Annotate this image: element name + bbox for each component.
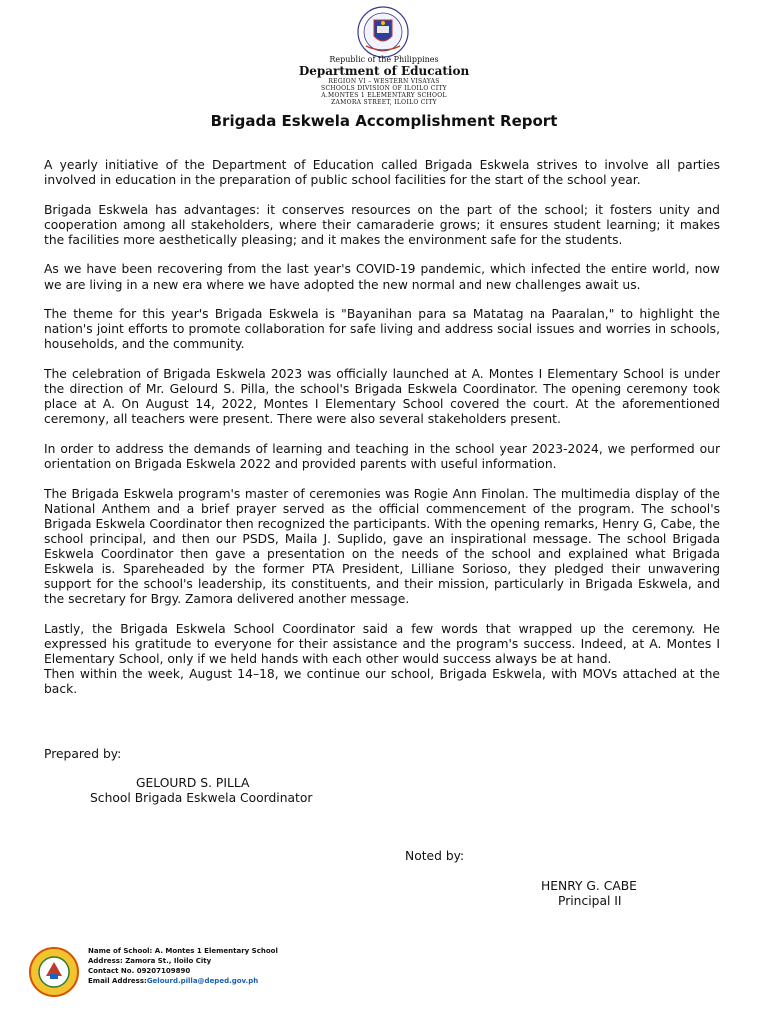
deped-seal-icon — [354, 6, 412, 58]
paragraph: The Brigada Eskwela program's master of ceremonies was Rogie Ann Finolan. The multimedia display of the National Anthem and a brief prayer served as the official commencement of the program. The school's Brigada Eskwela Coordinator then recognized the participants. With the opening remarks, Henry G, Cabe, the school principal, and then our PSDS, Maila J. Suplido, gave an inspirational message. The school Brigada Eskwela Coordinator then gave a presentation on the needs of the school and explained what Brigada Eskwela is. Spareheaded by the former PTA President, Lilliane Sorioso, they pledged their unwavering support for the school's leadership, its constituents, and their mission, particularly in Brigada Eskwela, and the secretary for Brgy. Zamora delivered another message. — [44, 486, 720, 607]
report-body — [44, 158, 720, 712]
prepared-by-label: Prepared by: — [44, 747, 122, 761]
footer-email-row — [88, 976, 278, 986]
noted-by-label: Noted by: — [405, 849, 465, 863]
noted-by-role: Principal II — [558, 894, 622, 908]
paragraph: Lastly, the Brigada Eskwela School Coordinator said a few words that wrapped up the ceremony. He expressed his gratitude to everyone for their assistance and the program's success. Indeed, at A. Montes I Elementary School, only if we held hands with each other would success always be at hand. — [44, 621, 720, 666]
prepared-by-name: GELOURD S. PILLA — [136, 776, 250, 790]
paragraph: In order to address the demands of learning and teaching in the school year 2023-2024, we performed our orientation on Brigada Eskwela 2022 and provided parents with useful information. — [44, 441, 720, 471]
paragraph: Then within the week, August 14–18, we continue our school, Brigada Eskwela, with MOVs attached at the back. — [44, 667, 720, 697]
footer-school-name: Name of School: A. Montes 1 Elementary School — [88, 947, 278, 955]
paragraph: As we have been recovering from the last year's COVID-19 pandemic, which infected the entire world, now we are living in a new era where we have adopted the new normal and new challenges await us. — [44, 262, 720, 292]
department-name: Department of Education — [298, 64, 470, 78]
paragraph: The celebration of Brigada Eskwela 2023 was officially launched at A. Montes I Elementary School is under the direction of Mr. Gelourd S. Pilla, the school's Brigada Eskwela Coordinator. The opening ceremony took place at A. On August 14, 2022, Montes I Elementary School covered the court. At the aforementioned ceremony, all teachers were present. There were also several stakeholders present. — [44, 366, 720, 427]
school-line: A.MONTES 1 ELEMENTARY SCHOOL — [321, 92, 447, 99]
footer-address: Address: Zamora St., Iloilo City — [88, 957, 212, 965]
school-logo-icon — [24, 946, 84, 998]
footer-email-label: Email Address: — [88, 977, 147, 985]
footer-email-link[interactable]: Gelourd.pilla@deped.gov.ph — [146, 977, 259, 985]
report-title: Brigada Eskwela Accomplishment Report — [210, 112, 558, 130]
noted-by-name: HENRY G. CABE — [541, 879, 637, 893]
paragraph: A yearly initiative of the Department of Education called Brigada Eskwela strives to involve all parties involved in education in the preparation of public school facilities for the start of the school year. — [44, 158, 720, 188]
republic-line: Republic of the Philippines — [329, 55, 439, 64]
region-line: REGION VI – WESTERN VISAYAS — [328, 78, 440, 85]
paragraph: Brigada Eskwela has advantages: it conserves resources on the part of the school; it fosters unity and cooperation among all stakeholders, where their camaraderie grows; it ensures student learning; it makes the facilities more aesthetically pleasing; and it makes the environment safe for the students. — [44, 202, 720, 247]
prepared-by-role: School Brigada Eskwela Coordinator — [90, 791, 313, 805]
street-line: ZAMORA STREET, ILOILO CITY — [331, 99, 437, 106]
footer-contact — [88, 946, 278, 986]
footer-contact-number: Contact No. 09207109890 — [88, 967, 191, 975]
division-line: SCHOOLS DIVISION OF ILOILO CITY — [321, 85, 447, 92]
paragraph: The theme for this year's Brigada Eskwela is "Bayanihan para sa Matatag na Paaralan," to highlight the nation's joint efforts to promote collaboration for safe living and address social issues and worries in schools, households, and the community. — [44, 307, 720, 352]
